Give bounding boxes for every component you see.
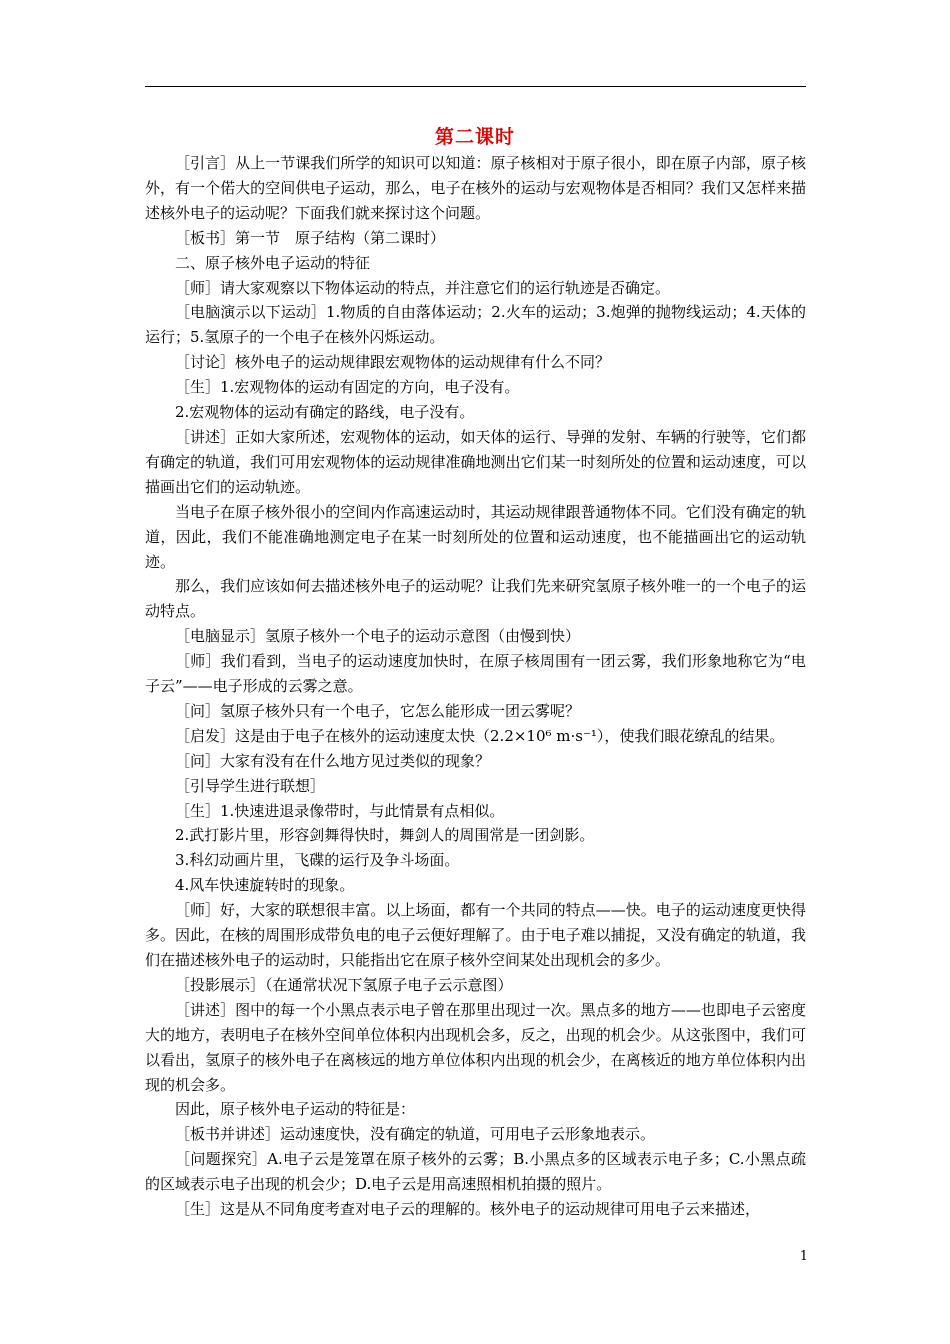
paragraph-question-2: ［问］大家有没有在什么地方见过类似的现象？ [175, 751, 491, 770]
header-rule [145, 86, 806, 87]
paragraph-therefore: 因此，原子核外电子运动的特征是： [175, 1100, 416, 1119]
paragraph-electron-cloud: ［师］我们看到，当电子的运动速度加快时，在原子核周围有一团云雾，我们形象地称它为“电子云”——电子形成的云雾之意。 [145, 652, 806, 696]
page-number: 1 [799, 1249, 808, 1264]
paragraph-lecture-dots: ［讲述］图中的每一个小黑点表示电子曾在那里出现过一次。黑点多的地方——也即电子云密度大的地方，表明电子在核外空间单位体积内出现机会多，反之，出现的机会少。从这张图中，我们可以看出，氢原子的核外电子在离核远的地方单位体积内出现的机会少，在离核近的地方单位体积内出现的机会多。 [145, 1000, 806, 1094]
paragraph-student-answer-1: ［生］1.宏观物体的运动有固定的方向，电子没有。 [175, 378, 520, 397]
paragraph-student-example-3: 3.科幻动画片里，飞碟的运行及争斗场面。 [175, 851, 460, 870]
section-heading: 二、原子核外电子运动的特征 [175, 253, 371, 272]
paragraph-blackboard-heading: ［板书］第一节 原子结构（第二课时） [175, 228, 446, 247]
paragraph-student-conclusion: ［生］这是从不同角度考查对电子云的理解的。核外电子的运动规律可用电子云来描述， [175, 1200, 761, 1219]
paragraph-student-answer-2: 2.宏观物体的运动有确定的路线，电子没有。 [175, 403, 475, 422]
paragraph-computer-display: ［电脑显示］氢原子核外一个电子的运动示意图（由慢到快） [175, 627, 581, 646]
paragraph-problem-inquiry: ［问题探究］A.电子云是笼罩在原子核外的云雾；B.小黑点多的区域表示电子多；C.小黑点疏的区域表示电子出现的机会少；D.电子云是用高速照相机拍摄的照片。 [145, 1150, 806, 1194]
paragraph-hint-speed: ［启发］这是由于电子在核外的运动速度太快（2.2×10⁶ m·s⁻¹），使我们眼花缭乱的结果。 [175, 726, 785, 745]
paragraph-projection: ［投影展示］（在通常状况下氢原子电子云示意图） [175, 975, 513, 994]
paragraph-student-example-1: ［生］1.快速进退录像带时，与此情景有点相似。 [175, 801, 505, 820]
paragraph-teacher-summary: ［师］好，大家的联想很丰富。以上场面，都有一个共同的特点——快。电子的运动速度更快得多。因此，在核的周围形成带负电的电子云便好理解了。由于电子难以捕捉，又没有确定的轨道，我们在描述核外电子的运动时，只能指出它在原子核外空间某处出现机会的多少。 [145, 901, 806, 969]
paragraph-electron-motion: 当电子在原子核外很小的空间内作高速运动时，其运动规律跟普通物体不同。它们没有确定的轨道，因此，我们不能准确地测定电子在某一时刻所处的位置和运动速度，也不能描画出它的运动轨迹。 [145, 502, 806, 571]
paragraph-guide-association: ［引导学生进行联想］ [175, 776, 326, 795]
paragraph-lecture-macro: ［讲述］正如大家所述，宏观物体的运动，如天体的运行、导弹的发射、车辆的行驶等，它们都有确定的轨道，我们可用宏观物体的运动规律准确地测出它们某一时刻所处的位置和运动速度，可以描画出它们的运动轨迹。 [145, 427, 806, 496]
lesson-title: 第二课时 [434, 126, 515, 148]
paragraph-how-describe: 那么，我们应该如何去描述核外电子的运动呢？让我们先来研究氢原子核外唯一的一个电子的运动特点。 [145, 577, 806, 621]
paragraph-computer-demo: ［电脑演示以下运动］1.物质的自由落体运动；2.火车的运动；3.炮弹的抛物线运动；4.天体的运行；5.氢原子的一个电子在核外闪烁运动。 [145, 303, 806, 347]
paragraph-teacher-observe: ［师］请大家观察以下物体运动的特点，并注意它们的运行轨迹是否确定。 [175, 278, 671, 297]
paragraph-student-example-2: 2.武打影片里，形容剑舞得快时，舞剑人的周围常是一团剑影。 [175, 826, 595, 845]
paragraph-discussion: ［讨论］核外电子的运动规律跟宏观物体的运动规律有什么不同？ [175, 353, 611, 372]
paragraph-blackboard-summary: ［板书并讲述］运动速度快，没有确定的轨道，可用电子云形象地表示。 [175, 1125, 656, 1144]
paragraph-question-1: ［问］氢原子核外只有一个电子，它怎么能形成一团云雾呢？ [175, 701, 581, 720]
paragraph-student-example-4: 4.风车快速旋转时的现象。 [175, 876, 355, 895]
paragraph-intro: ［引言］从上一节课我们所学的知识可以知道：原子核相对于原子很小，即在原子内部，原子核外，有一个偌大的空间供电子运动，那么，电子在核外的运动与宏观物体是否相同？我们又怎样来描述核外电子的运动呢？下面我们就来探讨这个问题。 [145, 154, 806, 222]
body-text [145, 151, 806, 1222]
